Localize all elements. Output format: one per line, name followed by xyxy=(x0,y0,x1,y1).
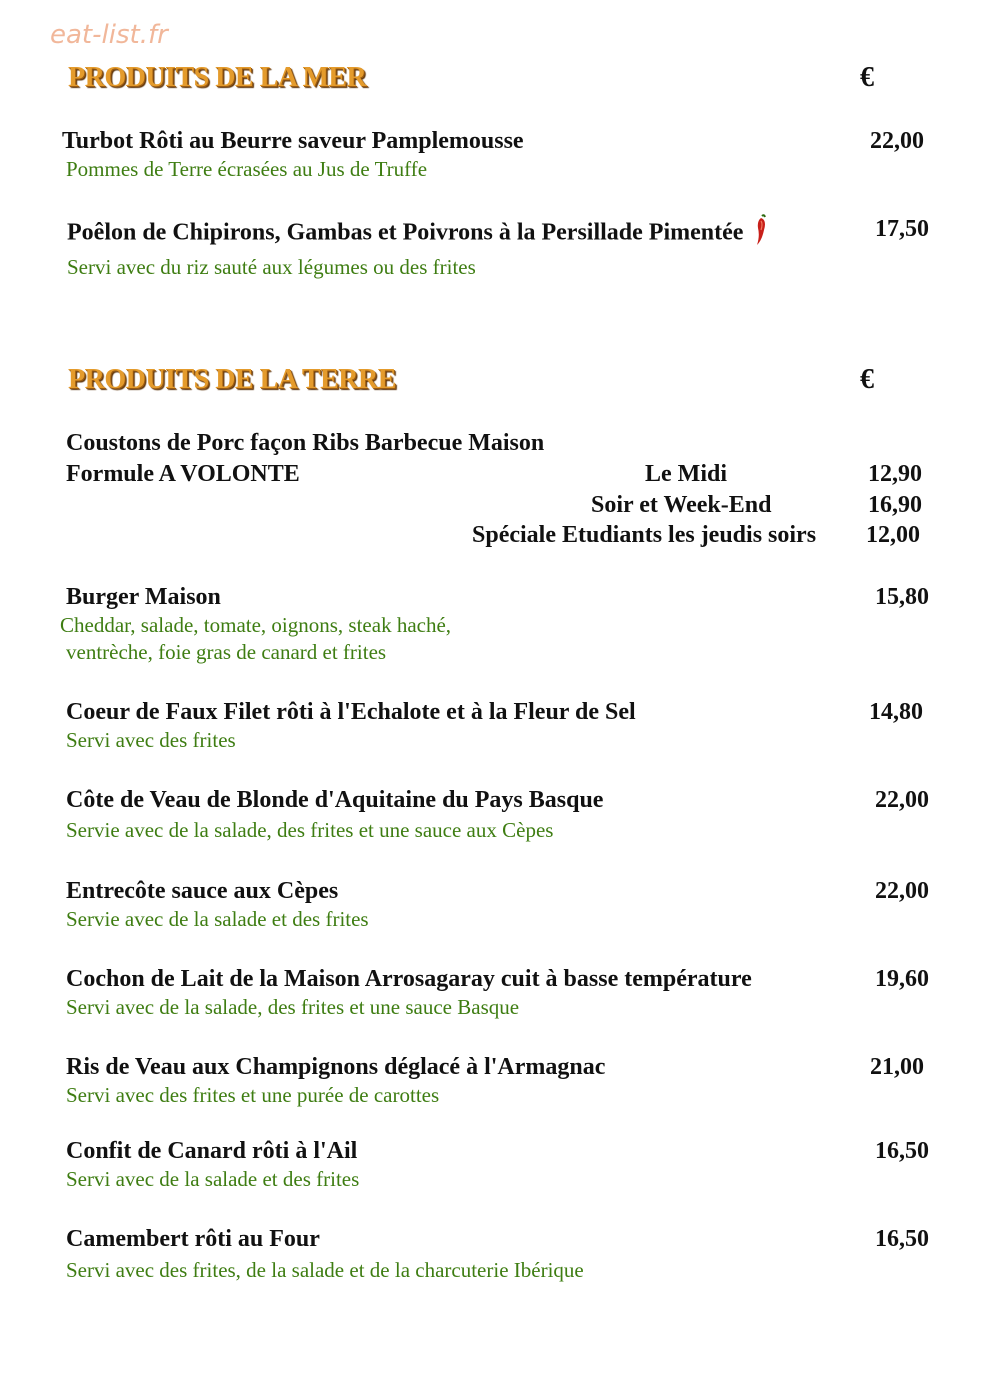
dish-price: 22,00 xyxy=(875,878,929,904)
chili-pepper-icon xyxy=(753,214,769,254)
menu-item xyxy=(62,126,924,183)
section-title: PRODUITS DE LA TERRE xyxy=(68,364,396,395)
dish-name: Camembert rôti au Four xyxy=(66,1226,320,1252)
dish-price: 19,60 xyxy=(875,966,929,992)
dish-name: Entrecôte sauce aux Cèpes xyxy=(66,878,339,904)
formula-option-price: 16,90 xyxy=(868,492,922,518)
formula-option-price: 12,00 xyxy=(866,522,920,548)
dish-price: 15,80 xyxy=(875,584,929,610)
currency-symbol: € xyxy=(860,62,874,93)
dish-description: Servie avec de la salade et des frites xyxy=(66,907,369,931)
menu-item xyxy=(66,1224,929,1284)
dish-price: 17,50 xyxy=(875,216,929,242)
section-header-terre xyxy=(68,364,948,400)
dish-description: Servi avec de la salade, des frites et une sauce Basque xyxy=(66,995,520,1019)
dish-name: Cochon de Lait de la Maison Arrosagaray cuit à basse température xyxy=(66,966,752,992)
dish-description: Pommes de Terre écrasées au Jus de Truffe xyxy=(66,157,428,181)
dish-description: Servi avec des frites, de la salade et de la charcuterie Ibérique xyxy=(66,1258,584,1282)
menu-item xyxy=(66,1136,929,1193)
formula-option-price: 12,90 xyxy=(868,461,922,487)
dish-name: Coeur de Faux Filet rôti à l'Echalote et à la Fleur de Sel xyxy=(66,699,636,725)
dish-name: Confit de Canard rôti à l'Ail xyxy=(66,1138,358,1164)
dish-description: Servi avec des frites et une purée de carottes xyxy=(66,1083,440,1107)
dish-description: Cheddar, salade, tomate, oignons, steak haché, xyxy=(60,613,452,637)
dish-price: 22,00 xyxy=(875,787,929,813)
dish-name: Turbot Rôti au Beurre saveur Pamplemousse xyxy=(62,128,524,154)
dish-name xyxy=(67,214,929,254)
menu-item xyxy=(67,214,929,281)
dish-description: Servi avec des frites xyxy=(66,728,236,752)
formula-option-label: Le Midi xyxy=(645,461,727,487)
menu-item xyxy=(66,785,929,844)
currency-symbol: € xyxy=(860,364,874,395)
dish-price: 21,00 xyxy=(870,1054,924,1080)
dish-price: 22,00 xyxy=(870,128,924,154)
section-title: PRODUITS DE LA MER xyxy=(68,62,367,93)
dish-name-text: Poêlon de Chipirons, Gambas et Poivrons à la Persillade Pimentée xyxy=(67,219,744,246)
menu-item xyxy=(66,697,923,754)
dish-name: Burger Maison xyxy=(66,584,221,610)
menu-item xyxy=(66,876,929,933)
dish-description: Servie avec de la salade, des frites et une sauce aux Cèpes xyxy=(66,818,554,842)
dish-name: Côte de Veau de Blonde d'Aquitaine du Pays Basque xyxy=(66,787,604,813)
dish-description-line2: ventrèche, foie gras de canard et frites xyxy=(66,640,387,664)
dish-price: 14,80 xyxy=(869,699,923,725)
menu-item xyxy=(66,1052,924,1109)
watermark: eat-list.fr xyxy=(50,20,168,50)
menu-item xyxy=(66,964,929,1021)
formula-dish-name: Coustons de Porc façon Ribs Barbecue Maison xyxy=(66,430,545,456)
dish-name: Ris de Veau aux Champignons déglacé à l'Armagnac xyxy=(66,1054,606,1080)
formula-option-label: Soir et Week-End xyxy=(591,492,772,518)
dish-description: Servi avec du riz sauté aux légumes ou des frites xyxy=(67,255,476,279)
dish-description: Servi avec de la salade et des frites xyxy=(66,1167,360,1191)
dish-price: 16,50 xyxy=(875,1138,929,1164)
menu-item xyxy=(60,582,929,666)
dish-price: 16,50 xyxy=(875,1226,929,1252)
formula-option-label: Spéciale Etudiants les jeudis soirs xyxy=(472,522,817,548)
formula-label: Formule A VOLONTE xyxy=(66,461,300,487)
section-header-mer xyxy=(68,62,948,98)
